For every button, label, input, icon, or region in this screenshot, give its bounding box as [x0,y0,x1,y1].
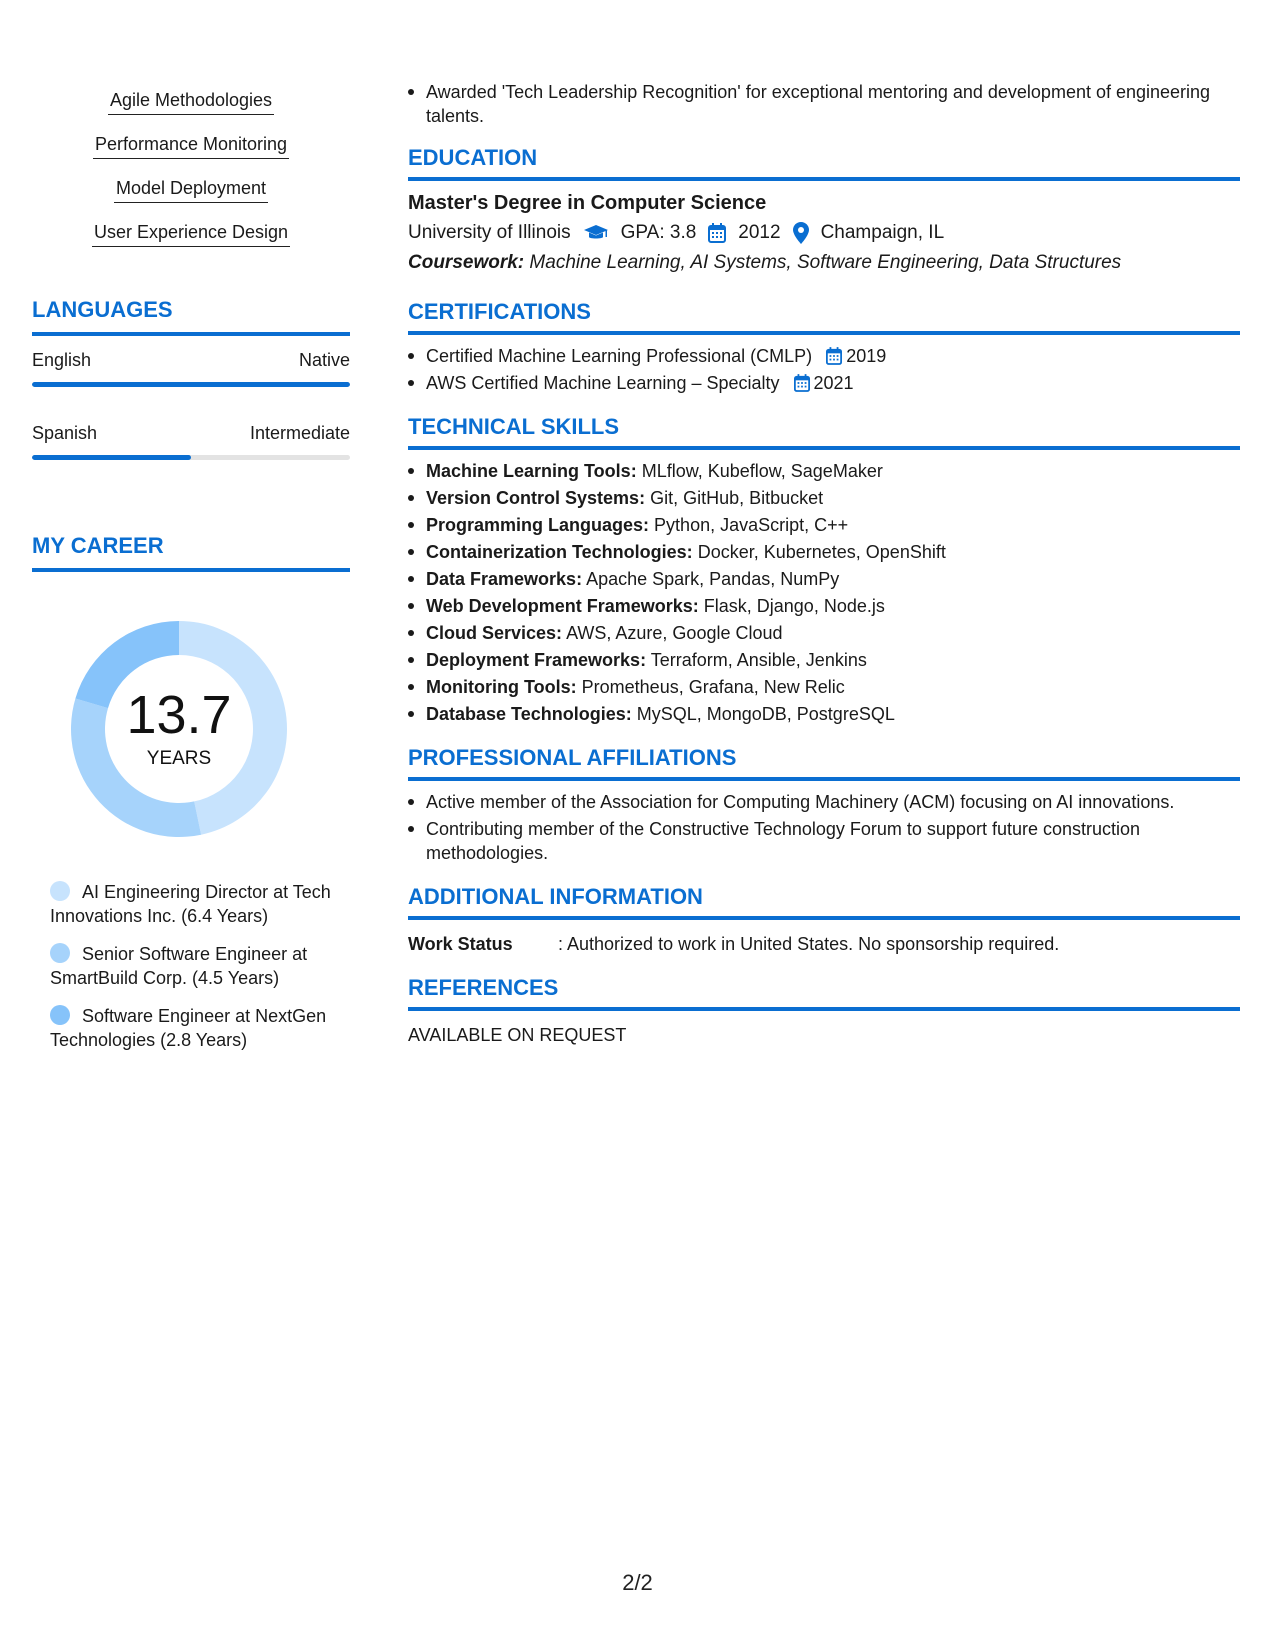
legend-dot [50,943,70,963]
skill-tag: Agile Methodologies [108,88,274,115]
graduation-cap-icon [583,224,609,242]
skill-values: Docker, Kubernetes, OpenShift [697,542,946,562]
references-title: REFERENCES [408,974,1240,1011]
career-role-label: Software Engineer at NextGen Technologies (2.8 Years) [50,1006,327,1050]
language-bar [32,382,350,387]
list-item [426,344,1240,368]
legend-dot [50,1005,70,1025]
technical-skills-list [408,459,1240,726]
list-item: Contributing member of the Constructive Technology Forum to support future construction methodologies. [426,817,1240,865]
skill-values: Python, JavaScript, C++ [654,515,849,535]
education-year: 2012 [738,222,781,243]
map-pin-icon [793,222,809,244]
experience-bullets [408,80,1240,128]
affiliations-title: PROFESSIONAL AFFILIATIONS [408,744,1240,781]
skill-category: Database Technologies: [426,704,632,724]
languages-section [32,296,350,460]
skill-values: Terraform, Ansible, Jenkins [650,650,867,670]
list-item [426,594,1240,618]
language-bar-fill [32,455,191,460]
skill-values: MLflow, Kubeflow, SageMaker [641,461,883,481]
list-item [426,371,1240,395]
skill-values: MySQL, MongoDB, PostgreSQL [636,704,895,724]
references-section [408,974,1240,1047]
skill-category: Cloud Services: [426,623,563,643]
language-item [32,348,350,387]
career-role-label: AI Engineering Director at Tech Innovations Inc. (6.4 Years) [50,882,331,926]
certifications-section [408,298,1240,395]
skill-category: Version Control Systems: [426,488,646,508]
skill-category: Deployment Frameworks: [426,650,647,670]
references-value: AVAILABLE ON REQUEST [408,1025,627,1045]
affiliations-list [408,790,1240,865]
skill-category: Containerization Technologies: [426,542,693,562]
technical-skills-section [408,413,1240,726]
work-status-value: : Authorized to work in United States. No sponsorship required. [558,934,1060,954]
education-location: Champaign, IL [820,222,945,243]
career-donut-chart [64,614,294,844]
certifications-title: CERTIFICATIONS [408,298,1240,335]
language-item [32,421,350,460]
list-item [426,648,1240,672]
skill-category: Monitoring Tools: [426,677,577,697]
list-item [426,675,1240,699]
skill-values: Git, GitHub, Bitbucket [650,488,824,508]
skill-values: AWS, Azure, Google Cloud [566,623,783,643]
list-item [426,486,1240,510]
list-item [426,702,1240,726]
right-column [408,80,1240,1047]
language-name: Spanish [32,423,98,443]
skill-values: Apache Spark, Pandas, NumPy [586,569,840,589]
calendar-icon [826,347,842,365]
affiliations-section [408,744,1240,865]
career-legend-item [50,942,340,990]
skill-category: Programming Languages: [426,515,650,535]
career-role-label: Senior Software Engineer at SmartBuild Corp. (4.5 Years) [50,944,308,988]
education-degree: Master's Degree in Computer Science [408,192,767,214]
skill-category: Web Development Frameworks: [426,596,699,616]
skill-category: Machine Learning Tools: [426,461,637,481]
language-level: Intermediate [249,423,350,443]
left-column [32,80,350,1066]
education-details [408,220,1240,246]
career-total-years: 13.7 [126,685,232,745]
additional-info-row [408,932,1240,956]
work-status-label: Work Status [408,934,513,954]
skill-tag: Performance Monitoring [93,132,289,159]
list-item: Active member of the Association for Computing Machinery (ACM) focusing on AI innovations. [426,790,1240,814]
skill-tags [32,80,350,256]
education-school: University of Illinois [408,222,571,243]
calendar-icon [794,374,810,392]
language-bar [32,455,350,460]
list-item [426,540,1240,564]
education-section [408,144,1240,276]
list-item: Awarded 'Tech Leadership Recognition' for exceptional mentoring and development of engineering talents. [426,80,1240,128]
additional-info-title: ADDITIONAL INFORMATION [408,883,1240,920]
list-item [426,567,1240,591]
certification-year: 2019 [846,346,887,366]
career-section [32,532,350,1052]
education-coursework [408,250,1240,276]
list-item [426,513,1240,537]
skill-values: Prometheus, Grafana, New Relic [581,677,845,697]
additional-info-section [408,883,1240,956]
skill-category: Data Frameworks: [426,569,583,589]
coursework-label: Coursework: [408,252,525,273]
language-bar-fill [32,382,350,387]
career-total-unit: YEARS [146,748,212,769]
list-item [426,621,1240,645]
list-item [426,459,1240,483]
certification-name: AWS Certified Machine Learning – Specialty [426,373,780,393]
language-name: English [32,350,92,370]
education-gpa: GPA: 3.8 [620,222,697,243]
page-number: 2/2 [622,1570,653,1595]
certification-name: Certified Machine Learning Professional (CMLP) [426,346,813,366]
skill-tag: Model Deployment [114,176,268,203]
calendar-icon [708,223,726,243]
skill-values: Flask, Django, Node.js [703,596,885,616]
career-legend-item [50,880,340,928]
technical-skills-title: TECHNICAL SKILLS [408,413,1240,450]
languages-title: LANGUAGES [32,296,350,336]
certifications-list [408,344,1240,395]
certification-year: 2021 [813,373,854,393]
legend-dot [50,881,70,901]
career-legend [50,880,340,1052]
career-title: MY CAREER [32,532,350,572]
language-level: Native [298,350,350,370]
education-title: EDUCATION [408,144,1240,181]
career-legend-item [50,1004,340,1052]
coursework-value: Machine Learning, AI Systems, Software Engineering, Data Structures [529,252,1122,273]
skill-tag: User Experience Design [92,220,290,247]
